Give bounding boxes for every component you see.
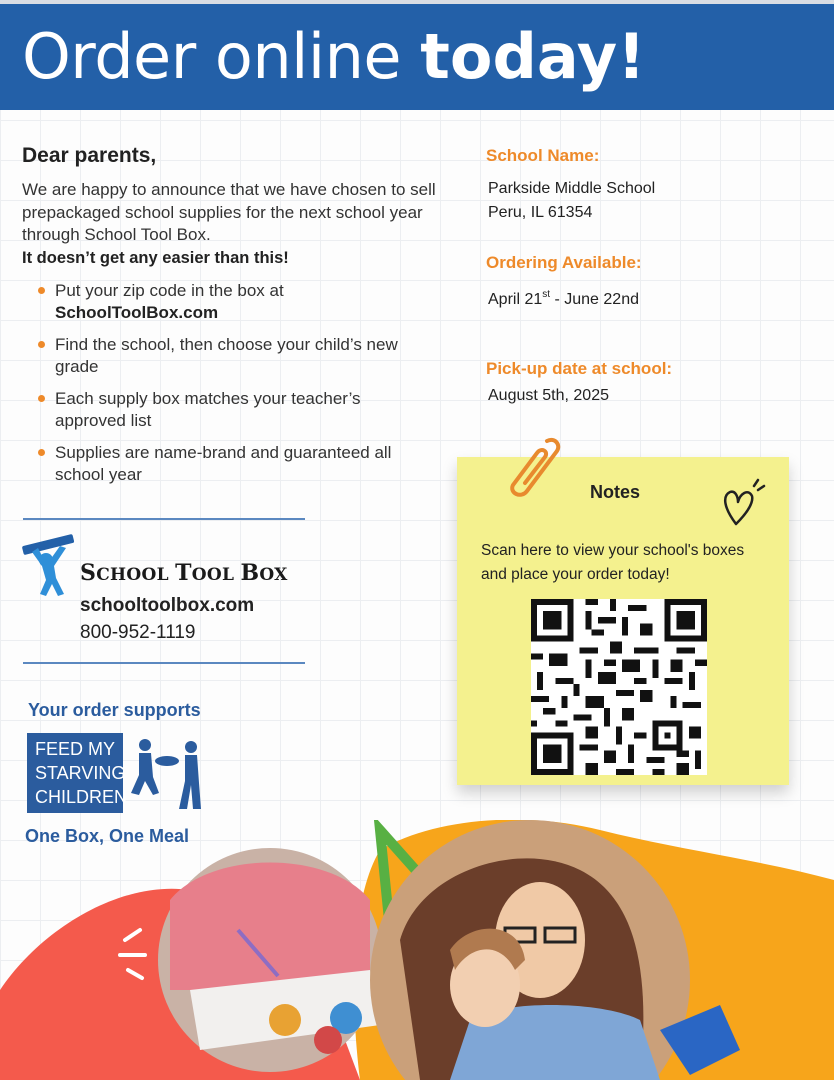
banner-title-light: Order online [22, 20, 421, 93]
banner-title-bold: today! [420, 20, 646, 93]
letter-tagline: It doesn’t get any easier than this! [22, 249, 289, 267]
school-address-value: Peru, IL 61354 [488, 204, 593, 221]
brand-name: SCHOOL TOOL BOX [80, 560, 288, 586]
charity-logo-line2: STARVING [35, 763, 126, 783]
divider-bottom [23, 662, 305, 664]
school-tool-box-logo-icon [20, 534, 76, 598]
photo-collage [0, 820, 834, 1080]
heart-doodle-icon [720, 478, 766, 530]
bullet-dot-icon [38, 341, 45, 348]
qr-code[interactable] [531, 599, 707, 775]
letter-greeting: Dear parents, [22, 144, 157, 167]
ordering-dates: April 21st - June 22nd [488, 289, 639, 308]
charity-logo-line3: CHILDREN [35, 787, 128, 807]
letter-intro: We are happy to announce that we have chosen to sell prepackaged school supplies for the next school year through School Tool Box. [22, 180, 436, 244]
divider-top [23, 518, 305, 520]
school-name-label: School Name: [486, 146, 600, 165]
instruction-list [38, 280, 428, 496]
bullet-dot-icon [38, 395, 45, 402]
header-banner [0, 4, 834, 110]
notes-text: Scan here to view your school's boxes and place your order today! [481, 542, 745, 583]
brand-phone[interactable]: 800-952-1119 [80, 622, 196, 643]
charity-logo-line1: FEED MY [35, 739, 116, 759]
pickup-date: August 5th, 2025 [488, 387, 609, 404]
pickup-label: Pick-up date at school: [486, 359, 673, 378]
charity-motto: One Box, One Meal [25, 826, 190, 846]
supports-label: Your order supports [28, 700, 201, 720]
list-item: Put your zip code in the box at SchoolToolBox.com [38, 280, 428, 323]
paperclip-icon [503, 435, 563, 501]
bullet-dot-icon [38, 449, 45, 456]
people-sharing-icon [131, 739, 201, 809]
brand-website-link[interactable]: schooltoolbox.com [80, 595, 255, 616]
notes-title: Notes [590, 482, 641, 502]
list-item: Supplies are name-brand and guaranteed all school year [38, 442, 428, 485]
feed-my-starving-children-logo [27, 733, 202, 813]
school-name-value: Parkside Middle School [488, 180, 656, 197]
list-item: Each supply box matches your teacher’s approved list [38, 388, 428, 431]
list-item: Find the school, then choose your child’s new grade [38, 334, 428, 377]
bullet-dot-icon [38, 287, 45, 294]
website-link[interactable]: SchoolToolBox.com [55, 302, 219, 322]
ordering-label: Ordering Available: [486, 253, 642, 272]
